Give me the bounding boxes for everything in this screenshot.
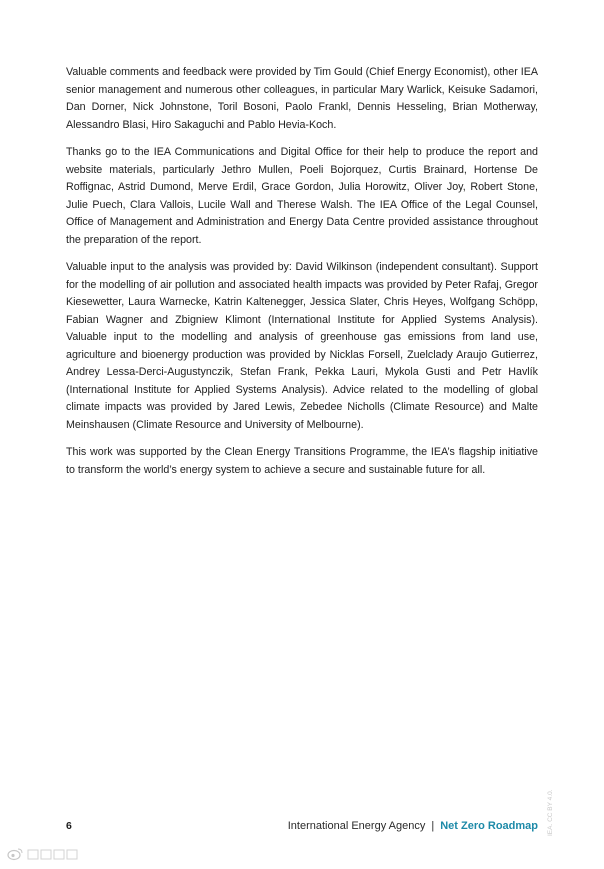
paragraph-analysis-input: Valuable input to the analysis was provided by: David Wilkinson (independent consultant). Support for the modelling of air pollution and associated health impacts was provided by Peter Rafaj, Gregor Kiesewetter, Laura Warnecke, Katrin Kaltenegger, Jessica Slater, Chris Heyes, Wolfgang Schöpp, Fabian Wagner and Zbigniew Klimont (International Institute for Applied Systems Analysis). Valuable input to the modelling and analysis of greenhouse gas emissions from land use, agriculture and bioenergy production was provided by Nicklas Forsell, Zuelclady Araujo Gutierrez, Andrey Lessa-Derci-Augustynczik, Stefan Frank, Pekka Lauri, Mykola Gusti and Petr Havlík (International Institute for Applied Systems Analysis). Advice related to the modelling of global climate impacts was provided by Jared Lewis, Zebedee Nicholls (Climate Resource) and Malte Meinshausen (Climate Resource and University of Melbourne). [66,261,538,431]
paragraph-feedback: Valuable comments and feedback were provided by Tim Gould (Chief Energy Economist), other IEA senior management and numerous other colleagues, in particular Mary Warlick, Keisuke Sadamori, Dan Dorner, Nick Johnstone, Toril Bosoni, Paolo Frankl, Dennis Hesseling, Brian Motherway, Alessandro Blasi, Hiro Sakaguchi and Pablo Hevia-Koch. [66,66,538,131]
footer-separator: | [431,820,435,832]
page-footer [66,818,538,838]
paragraph-communications: Thanks go to the IEA Communications and Digital Office for their help to produce the report and website materials, particularly Jethro Mullen, Poeli Bojorquez, Curtis Brainard, Hortense De Roffignac, Astrid Dumond, Merve Erdil, Grace Gordon, Julia Horowitz, Oliver Joy, Robert Stone, Julie Puech, Clara Vallois, Lucile Wall and Therese Walsh. The IEA Office of the Legal Counsel, Office of Management and Administration and Energy Data Centre provided assistance throughout the preparation of the report. [66,146,538,246]
license-notice: IEA. CC BY 4.0. [547,789,554,836]
acknowledgements-body [66,64,538,489]
watermark-graphic [6,846,86,862]
page-number: 6 [66,820,72,832]
footer-report-title: Net Zero Roadmap [440,820,538,832]
footer-organization: International Energy Agency [287,820,426,832]
paragraph-funding: This work was supported by the Clean Energy Transitions Programme, the IEA’s flagship initiative to transform the world’s energy system to achieve a secure and sustainable future for all. [66,446,538,476]
footer-credits [288,820,538,832]
weibo-watermark-icon [6,846,86,862]
